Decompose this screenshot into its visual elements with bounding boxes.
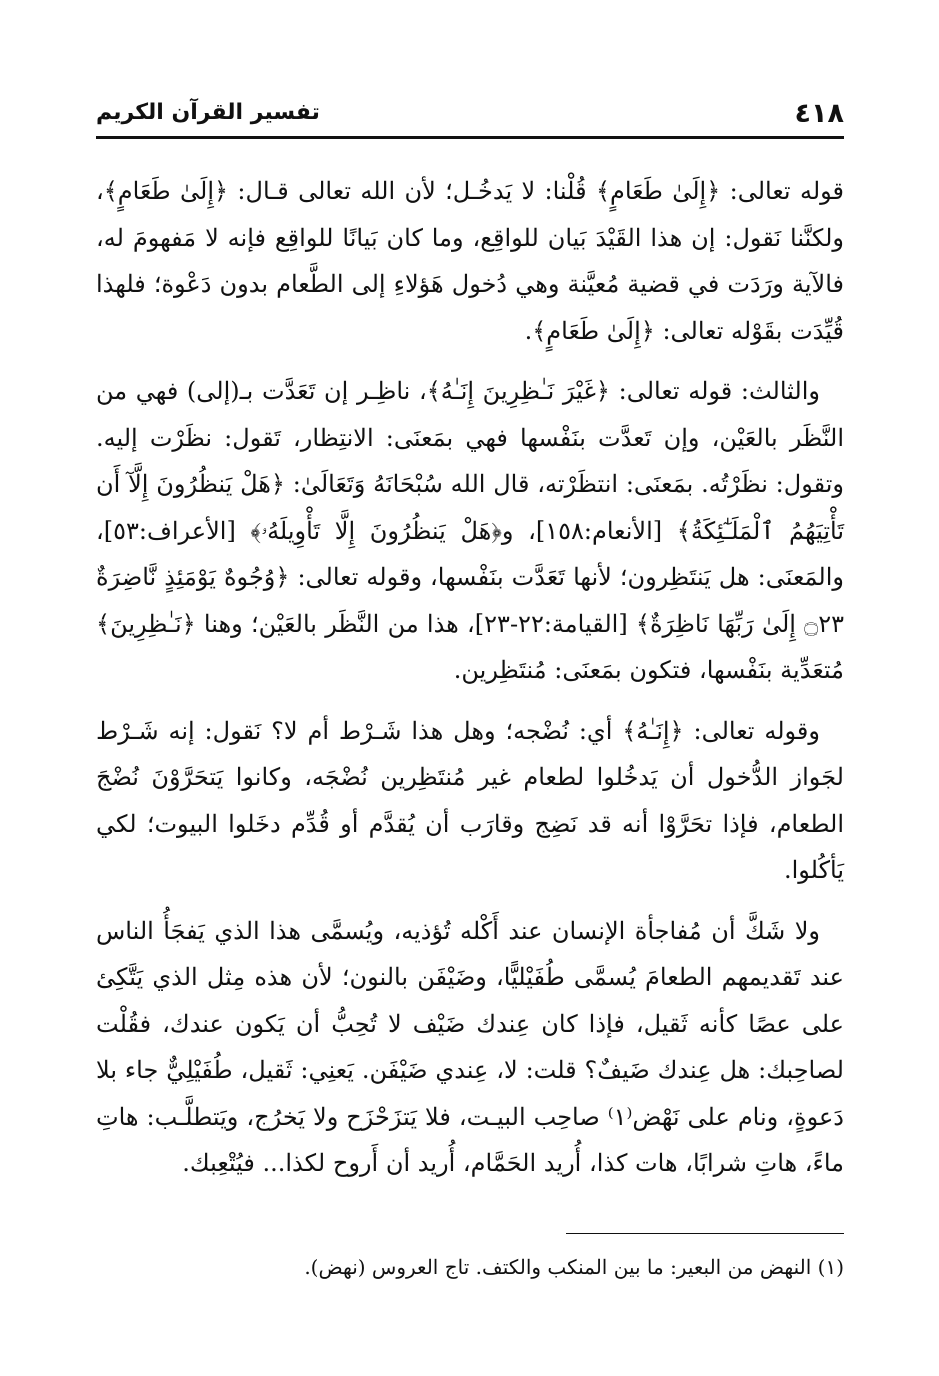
footnote: (١) النهض من البعير: ما بين المنكب والكتف. تاج العروس (نهض). xyxy=(304,1255,844,1279)
page-header xyxy=(96,96,844,132)
header-divider xyxy=(96,136,844,139)
main-text xyxy=(96,168,844,1201)
paragraph-4: ولا شَكَّ أن مُفاجأة الإنسان عند أَكْله تُؤذيه، ويُسمَّى هذا الذي يَفجَأُ الناس عند تَقديمهم الطعامَ يُسمَّى طُفَيْليًّا، وضَيْفَن بالنون؛ لأن هذه مِثل الذي يَتَّكِئ على عصًا كأنه ثَقيل، فإذا كان عِندك ضَيْف لا تُحِبُّ أن يَكون عندك، فقُلْت لصاحِبك: هل عِندك ضَيفٌ؟ قلت: لا، عِندي ضَيْفَن. يَعنِي: ثَقيل، طُفَيْلِيٌّ جاء بلا دَعوةٍ، ونام على نَهْض⁽١⁾ صاحِب البيـت، فلا يَتزَحْزَح ولا يَخرُج، ويَتطلَّـب: هاتِ ماءً، هاتِ شرابًا، هات كذا، أُريد الحَمَّام، أُريد أن أَروح لكذا... فيُتْعِبك. xyxy=(96,916,844,1177)
paragraph-3: وقوله تعالى: ﴿إِنَـٰهُ﴾ أي: نُضْجه؛ وهل هذا شَـرْط أم لا؟ نَقول: إنه شَـرْط لجَواز الدُّخول أن يَدخُلوا لطعام غير مُنتَظِرين نُضْجَه، وكانوا يَتحَرَّوْنَ نُضْجَ الطعام، فإذا تحَرَّوْا أنه قد نَضِج وقارَب أن يُقدَّم أو قُدِّم دخَلوا البيوت؛ لكي يَأكُلوا. xyxy=(96,716,844,884)
paragraph-1: قوله تعالى: ﴿إِلَىٰ طَعَامٍ﴾ قُلْنا: لا يَدخُـل؛ لأن الله تعالى قـال: ﴿إِلَىٰ طَعَامٍ﴾، ولكنَّنا نَقول: إن هذا القَيْدَ بَيان للواقِع، وما كان بَيانًا للواقِع فإنه لا مَفهومَ له، فالآية ورَدَت في قضية مُعيَّنة وهي دُخول هَؤلاءِ إلى الطَّعام بدون دَعْوة؛ فلهذا قُيِّدَت بقَوْله تعالى: ﴿إِلَىٰ طَعَامٍ﴾. xyxy=(96,177,844,345)
paragraph-2: والثالث: قوله تعالى: ﴿غَيْرَ نَـٰظِرِينَ إِنَـٰهُ﴾، ناظِـر إن تَعَدَّت بـ(إلى) فهي من النَّظَر بالعَيْن، وإن تَعدَّت بنَفْسها فهي بمَعنَى: الانتِظار، تَقول: نظَرْت إليه. وتقول: نظَرْتُه. بمَعنَى: انتظَرْته، قال الله سُبْحَانَهُ وَتَعَالَىٰ: ﴿هَلْ يَنظُرُونَ إِلَّآ أَن تَأْتِيَهُمُ ٱلْمَلَـٰٓئِكَةُ﴾ [الأنعام:١٥٨]، و﴿هَلْ يَنظُرُونَ إِلَّا تَأْوِيلَهُۥ﴾ [الأعراف:٥٣]، والمَعنَى: هل يَنتَظِرون؛ لأنها تَعَدَّت بنَفْسها، وقوله تعالى: ﴿وُجُوهٌ يَوْمَئِذٍ نَّاضِرَةٌ ۝٢٣ إِلَىٰ رَبِّهَا نَاظِرَةٌ﴾ [القيامة:٢٢-٢٣]، هذا من النَّظَر بالعَيْن؛ وهنا ﴿نَـٰظِرِينَ﴾ مُتعَدِّية بنَفْسها، فتكون بمَعنَى: مُنتَظِرين. xyxy=(96,377,844,684)
footnote-divider xyxy=(566,1233,844,1234)
running-title: تفسير القرآن الكريم xyxy=(96,100,320,125)
page-number: ٤١٨ xyxy=(794,98,844,129)
